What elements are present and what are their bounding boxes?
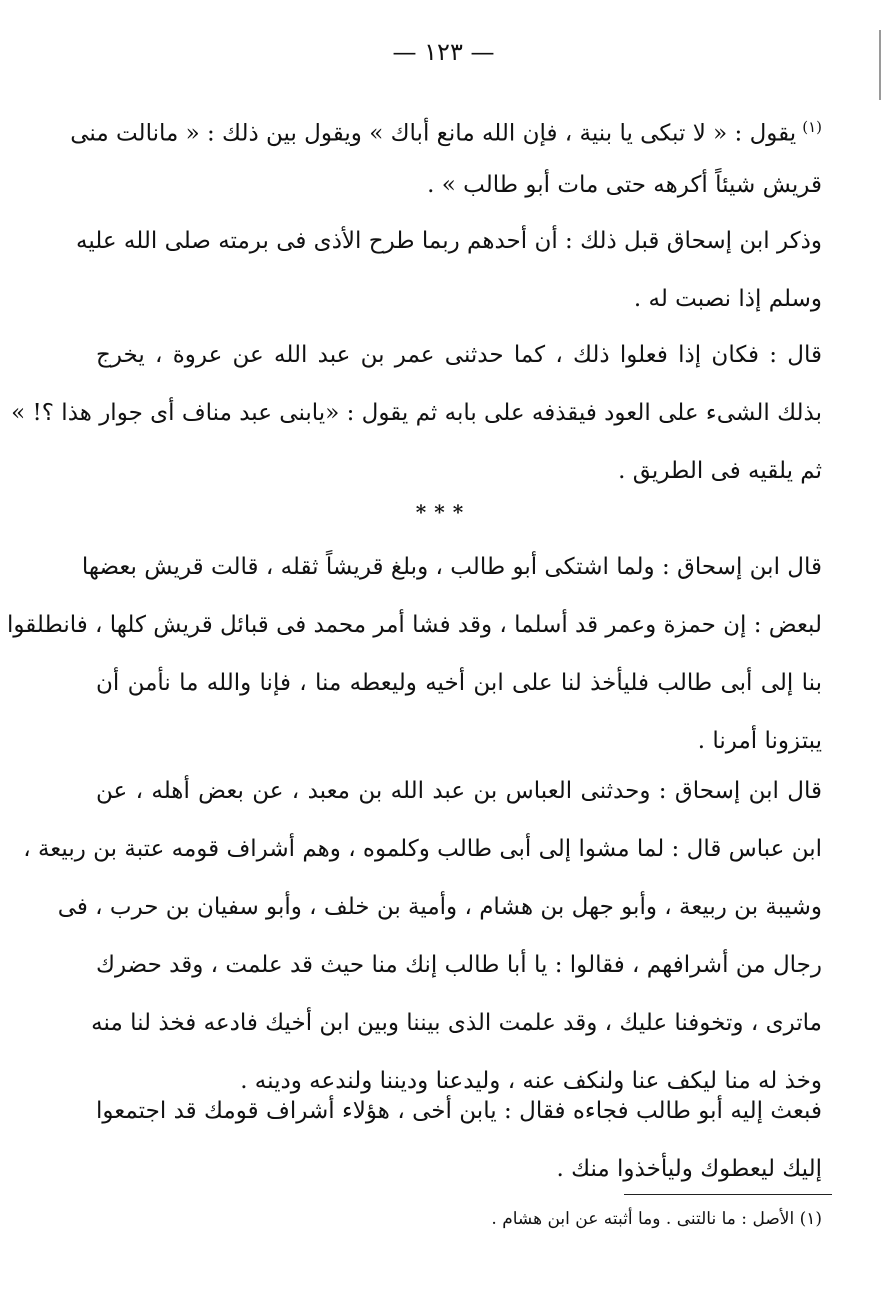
paragraph-line: قريش شيئاً أكرهه حتى مات أبو طالب » .	[427, 172, 822, 198]
paragraph-line: بذلك الشىء على العود فيقذفه على بابه ثم يقول : «يابنى عبد مناف أى جوار هذا ؟! »	[11, 400, 822, 426]
paragraph-line: إليك ليعطوك وليأخذوا منك .	[556, 1156, 822, 1182]
paragraph-line: بنا إلى أبى طالب فليأخذ لنا على ابن أخيه وليعطه منا ، فإنا والله ما نأمن أن	[96, 670, 822, 696]
paragraph-line: قال : فكان إذا فعلوا ذلك ، كما حدثنى عمر بن عبد الله عن عروة ، يخرج	[96, 342, 822, 368]
paragraph-line: قال ابن إسحاق : وحدثنى العباس بن عبد الله بن معبد ، عن بعض أهله ، عن	[96, 778, 822, 804]
paragraph-line: وذكر ابن إسحاق قبل ذلك : أن أحدهم ربما طرح الأذى فى برمته صلى الله عليه	[76, 228, 822, 254]
paragraph-line: وخذ له منا ليكف عنا ولنكف عنه ، وليدعنا وديننا ولندعه ودينه .	[240, 1068, 822, 1094]
paragraph-line: ثم يلقيه فى الطريق .	[618, 458, 822, 484]
paragraph-line: رجال من أشرافهم ، فقالوا : يا أبا طالب إنك منا حيث قد علمت ، وقد حضرك	[96, 952, 822, 978]
paragraph-4	[6, 538, 822, 770]
paragraph-line: قال ابن إسحاق : ولما اشتكى أبو طالب ، وبلغ قريشاً ثقله ، قالت قريش بعضها	[81, 554, 822, 580]
paragraph-line: وسلم إذا نصبت له .	[633, 286, 822, 312]
paragraph-line: ابن عباس قال : لما مشوا إلى أبى طالب وكلموه ، وهم أشراف قومه عتبة بن ربيعة ،	[23, 836, 822, 862]
paragraph-6	[96, 1082, 822, 1198]
footnote: (١) الأصل : ما نالتنى . وما أثبته عن ابن هشام .	[491, 1209, 822, 1229]
paragraph-1	[70, 98, 822, 214]
paragraph-line: وشيبة بن ربيعة ، وأبو جهل بن هشام ، وأمية بن خلف ، وأبو سفيان بن حرب ، فى	[57, 894, 822, 920]
footnote-divider	[624, 1194, 832, 1195]
paragraph-line: يبتزونا أمرنا .	[697, 728, 822, 754]
page-number: — ١٢٣ —	[392, 38, 495, 66]
section-separator: ***	[415, 500, 472, 524]
paragraph-2	[76, 212, 822, 328]
footnote-reference: (١)	[802, 118, 822, 136]
paragraph-line: $^{(١)}$يقول : « لا تبكى يا بنية ، فإن الله مانع أباك » ويقول بين ذلك : « مانالت منى	[70, 118, 822, 147]
paragraph-line: فبعث إليه أبو طالب فجاءه فقال : يابن أخى ، هؤلاء أشراف قومك قد اجتمعوا	[96, 1098, 822, 1124]
paragraph-line: لبعض : إن حمزة وعمر قد أسلما ، وقد فشا أمر محمد فى قبائل قريش كلها ، فانطلقوا	[6, 612, 822, 638]
paragraph-line: ماترى ، وتخوفنا عليك ، وقد علمت الذى بيننا وبين ابن أخيك فادعه فخذ لنا منه	[91, 1010, 822, 1036]
paragraph-5	[23, 762, 822, 1110]
paragraph-3	[11, 326, 822, 500]
